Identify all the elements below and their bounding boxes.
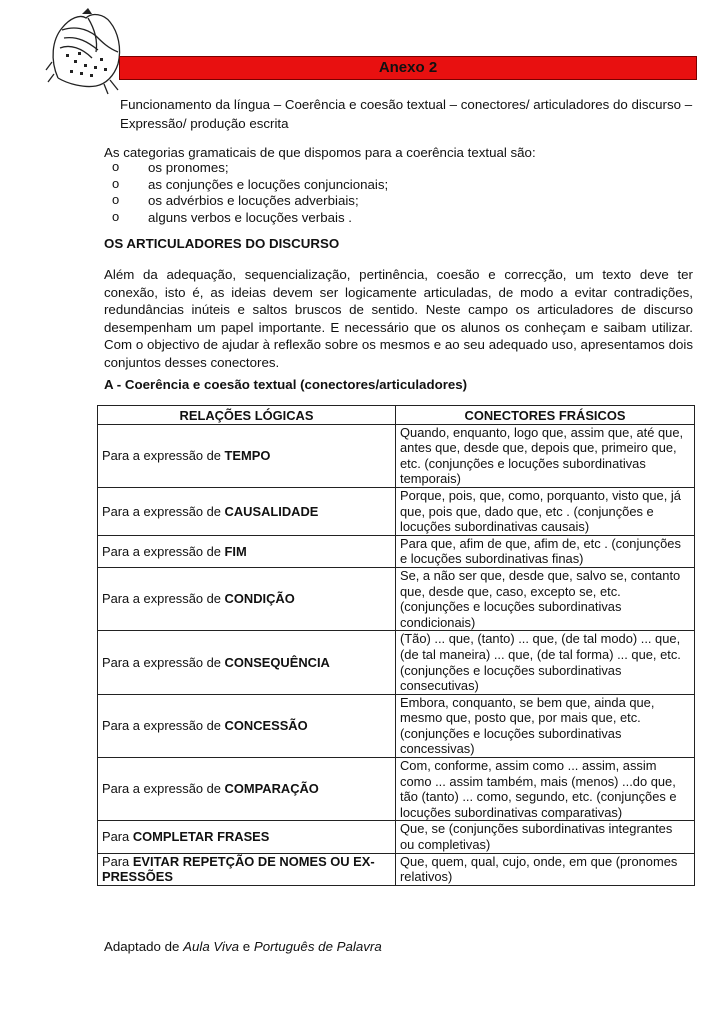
relation-cell [98, 567, 396, 630]
category-list [112, 160, 388, 226]
source-credit [104, 939, 382, 954]
column-header-relations: RELAÇÕES LÓGICAS [98, 406, 396, 425]
table-row [98, 487, 695, 535]
table-row [98, 424, 695, 487]
connectors-cell: Embora, conquanto, se bem que, ainda que, mesmo que, posto que, por mais que, etc. (conjunções e locuções subordinativas concessivas) [396, 694, 695, 757]
connectors-cell: Que, quem, qual, cujo, onde, em que (pronomes relativos) [396, 853, 695, 885]
relation-cell [98, 758, 396, 821]
credit-prefix: Adaptado de [104, 939, 184, 954]
table-row [98, 567, 695, 630]
intro-lead: As categorias gramaticais de que dispomos para a coerência textual são: [104, 145, 536, 160]
connectors-cell: Quando, enquanto, logo que, assim que, até que, antes que, desde que, depois que, primeiro que, etc. (conjunções e locuções subordinativas temporais) [396, 424, 695, 487]
relation-prefix: Para [102, 853, 133, 869]
list-item [112, 160, 388, 177]
list-item-text: os advérbios e locuções adverbiais; [148, 193, 359, 208]
list-item [112, 193, 388, 210]
connectors-cell: Porque, pois, que, como, porquanto, visto que, já que, pois que, dado que, etc . (conjunções e locuções subordinativas causais) [396, 487, 695, 535]
list-item-text: alguns verbos e locuções verbais . [148, 209, 352, 225]
bullet-marker: o [112, 192, 120, 207]
relation-cell [98, 821, 396, 853]
table-row [98, 535, 695, 567]
relation-term: TEMPO [224, 447, 271, 463]
list-item [112, 177, 388, 194]
list-item [112, 210, 388, 227]
relation-term: CONSEQUÊNCIA [224, 654, 330, 670]
table-row [98, 821, 695, 853]
page-title: Anexo 2 [378, 59, 438, 76]
connectors-table [97, 405, 695, 886]
table-header-row [98, 406, 695, 425]
page-subtitle: Funcionamento da língua – Coerência e coesão textual – conectores/ articuladores do discurso – Expressão/ produção escrita [120, 97, 693, 131]
connectors-cell: Com, conforme, assim como ... assim, assim como ... assim também, mais (menos) ...do que, tão (tanto) ... como, segundo, etc. (conjunções e locuções subordinativas comparativas) [396, 758, 695, 821]
relation-cell [98, 535, 396, 567]
relation-prefix: Para [102, 829, 133, 845]
table-row [98, 853, 695, 885]
relation-cell [98, 487, 396, 535]
connectors-cell: Que, se (conjunções subordinativas integrantes ou completivas) [396, 821, 695, 853]
table-row [98, 694, 695, 757]
relation-prefix: Para a expressão de [102, 447, 225, 463]
relation-cell [98, 424, 396, 487]
relation-cell [98, 853, 396, 885]
relation-term: FIM [224, 543, 247, 559]
table-row [98, 631, 695, 694]
relation-prefix: Para a expressão de [102, 654, 225, 670]
connectors-cell: Para que, afim de que, afim de, etc . (conjunções e locuções subordinativas finas) [396, 535, 695, 567]
library-stamp-logo [44, 8, 136, 96]
relation-term: CONDIÇÃO [224, 591, 295, 607]
credit-source-1: Aula Viva [183, 939, 240, 954]
relation-prefix: Para a expressão de [102, 503, 225, 519]
body-paragraph: Além da adequação, sequencialização, pertinência, coesão e correcção, um texto deve ter conexão, isto é, as ideias devem ser logicamente articuladas, de modo a evitar contradições, redundâncias inúteis e saltos bruscos de sentido. Neste campo os articuladores de discurso desempenham um papel importante. E necessário que os alunos os conheçam e saibam utilizar. Com o objectivo de ajudar à reflexão sobre os mesmos e ao seu adequado uso, apresentamos dois conjuntos desses conectores. [104, 267, 693, 370]
credit-joiner: e [239, 939, 254, 954]
relation-term: CONCESSÃO [224, 718, 308, 734]
section-heading: OS ARTICULADORES DO DISCURSO [104, 236, 340, 251]
relation-term: COMPLETAR FRASES [132, 829, 270, 845]
list-item-text: os pronomes; [148, 160, 229, 175]
relation-term: CAUSALIDADE [224, 503, 319, 519]
bullet-marker: o [112, 175, 120, 191]
relation-term: EVITAR REPETÇÃO DE NOMES OU EX-PRESSÕES [102, 853, 375, 885]
table-heading: A - Coerência e coesão textual (conectores/articuladores) [104, 377, 468, 392]
connectors-cell: (Tão) ... que, (tanto) ... que, (de tal modo) ... que, (de tal maneira) ... que, (de tal forma) ... que, etc. (conjunções e locuções subordinativas consecutivas) [396, 631, 695, 694]
relation-prefix: Para a expressão de [102, 591, 225, 607]
relation-prefix: Para a expressão de [102, 543, 225, 559]
relation-term: COMPARAÇÃO [224, 781, 319, 797]
relation-prefix: Para a expressão de [102, 781, 225, 797]
title-banner [119, 56, 697, 80]
list-item-text: as conjunções e locuções conjuncionais; [148, 176, 389, 192]
credit-source-2: Português de Palavra [253, 939, 382, 954]
table-row [98, 758, 695, 821]
relation-cell [98, 631, 396, 694]
column-header-connectors: CONECTORES FRÁSICOS [396, 406, 695, 425]
bullet-marker: o [112, 208, 120, 224]
connectors-cell: Se, a não ser que, desde que, salvo se, contanto que, desde que, caso, excepto se, etc. (conjunções e locuções subordinativas condicionais) [396, 567, 695, 630]
bullet-marker: o [112, 159, 120, 174]
relation-cell [98, 694, 396, 757]
relation-prefix: Para a expressão de [102, 718, 225, 734]
